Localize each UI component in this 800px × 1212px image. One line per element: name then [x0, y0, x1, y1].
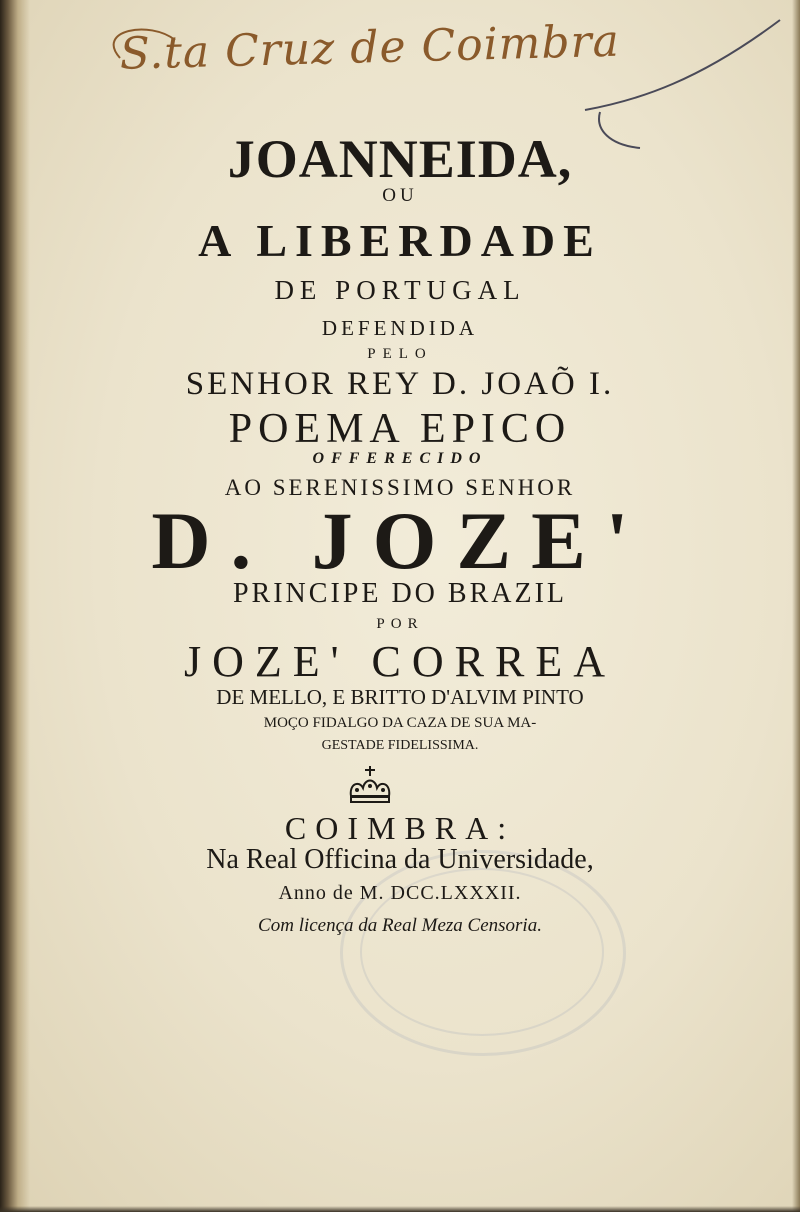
imprint-place: COIMBRA:: [284, 810, 516, 846]
dedicatee-prefix: AO SERENISSIMO SENHOR: [224, 475, 576, 500]
imprint-year: Anno de M. DCC.LXXXII.: [278, 882, 522, 904]
book-subtitle: A LIBERDADE: [198, 215, 602, 266]
offered-line: OFFERECIDO: [312, 450, 488, 467]
book-title: JOANNEIDA,: [227, 129, 573, 189]
dedicatee-title: PRINCIPE DO BRAZIL: [232, 578, 567, 609]
subtitle-line-senhor-rey: SENHOR REY D. JOAÕ I.: [185, 366, 615, 402]
crown-ornament: [345, 764, 395, 806]
author-line-4: GESTADE FIDELISSIMA.: [321, 738, 479, 753]
dedicatee-name: D. JOZE': [151, 495, 649, 586]
author-line-3: MOÇO FIDALGO DA CAZA DE SUA MA-: [263, 715, 537, 731]
subtitle-line-pelo: PELO: [367, 346, 433, 362]
page-bottom-edge: [0, 1206, 800, 1212]
author-line-2: DE MELLO, E BRITTO D'ALVIM PINTO: [216, 685, 584, 709]
subtitle-line-defendida: DEFENDIDA: [321, 316, 479, 340]
genre-line: POEMA EPICO: [228, 406, 572, 452]
por-line: POR: [376, 616, 424, 632]
imprint-printer: Na Real Officina da Universidade,: [206, 844, 594, 875]
author-name: JOZE' CORREA: [183, 637, 617, 686]
ownership-inscription: S.ta Cruz de Coimbra: [119, 15, 621, 80]
imprint-license: Com licença da Real Meza Censoria.: [258, 915, 542, 936]
subtitle-line-de-portugal: DE PORTUGAL: [274, 275, 526, 305]
conjunction-ou: OU: [382, 185, 418, 206]
